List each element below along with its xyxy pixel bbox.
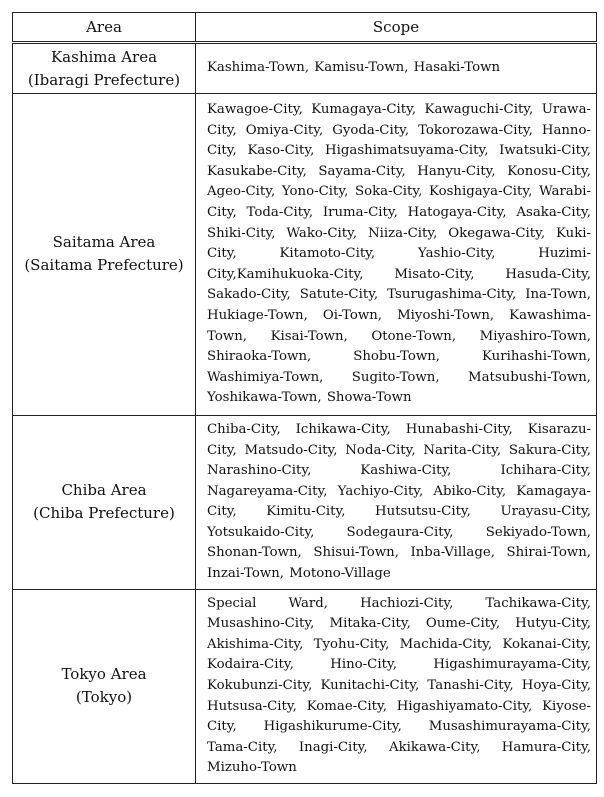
- header-row: [13, 13, 597, 43]
- area-name: Tokyo Area: [61, 665, 147, 684]
- scope-cell: Kashima-Town, Kamisu-Town, Hasaki-Town: [196, 43, 597, 94]
- scope-cell: Chiba-City, Ichikawa-City, Hunabashi-City, Kisarazu-City, Matsudo-City, Noda-City, Narita-City, Sakura-City, Narashino-City, Kashiwa-City, Ichihara-City, Nagareyama-City, Yachiyo-City, Abiko-City, Kamagaya-City, Kimitu-City, Hutsutsu-City, Urayasu-City, Yotsukaido-City, Sodegaura-City, Sekiyado-Town, Shonan-Town, Shisui-Town, Inba-Village, Shirai-Town, Inzai-Town, Motono-Village: [196, 415, 597, 589]
- area-prefecture: (Tokyo): [75, 688, 133, 707]
- table-row-chiba: [13, 415, 597, 589]
- area-cell: [13, 589, 196, 783]
- area-cell: [13, 415, 196, 589]
- area-scope-table: [12, 12, 597, 784]
- area-cell: [13, 43, 196, 94]
- area-column-header: Area: [13, 13, 196, 43]
- area-prefecture: (Ibaragi Prefecture): [27, 70, 181, 89]
- table-row-tokyo: [13, 589, 597, 783]
- area-name: Saitama Area: [52, 233, 156, 252]
- area-name: Kashima Area: [50, 47, 158, 66]
- scope-column-header: Scope: [196, 13, 597, 43]
- table-row-saitama: [13, 94, 597, 416]
- area-prefecture: (Saitama Prefecture): [24, 256, 184, 275]
- table-row-kashima: [13, 43, 597, 94]
- area-prefecture: (Chiba Prefecture): [33, 504, 175, 523]
- area-name: Chiba Area: [61, 481, 147, 500]
- area-cell: [13, 94, 196, 416]
- scope-cell: Kawagoe-City, Kumagaya-City, Kawaguchi-City, Urawa-City, Omiya-City, Gyoda-City, Tokorozawa-City, Hanno-City, Kaso-City, Higashimatsuyama-City, Iwatsuki-City, Kasukabe-City, Sayama-City, Hanyu-City, Konosu-City, Ageo-City, Yono-City, Soka-City, Koshigaya-City, Warabi-City, Toda-City, Iruma-City, Hatogaya-City, Asaka-City, Shiki-City, Wako-City, Niiza-City, Okegawa-City, Kuki-City, Kitamoto-City, Yashio-City, Huzimi-City,Kamihukuoka-City, Misato-City, Hasuda-City, Sakado-City, Satute-City, Tsurugashima-City, Ina-Town, Hukiage-Town, Oi-Town, Miyoshi-Town, Kawashima-Town, Kisai-Town, Otone-Town, Miyashiro-Town, Shiraoka-Town, Shobu-Town, Kurihashi-Town, Washimiya-Town, Sugito-Town, Matsubushi-Town, Yoshikawa-Town, Showa-Town: [196, 94, 597, 416]
- scope-cell: Special Ward, Hachiozi-City, Tachikawa-City, Musashino-City, Mitaka-City, Oume-City, Hutyu-City, Akishima-City, Tyohu-City, Machida-City, Kokanai-City, Kodaira-City, Hino-City, Higashimurayama-City, Kokubunzi-City, Kunitachi-City, Tanashi-City, Hoya-City, Hutsusa-City, Komae-City, Higashiyamato-City, Kiyose-City, Higashikurume-City, Musashimurayama-City, Tama-City, Inagi-City, Akikawa-City, Hamura-City, Mizuho-Town: [196, 589, 597, 783]
